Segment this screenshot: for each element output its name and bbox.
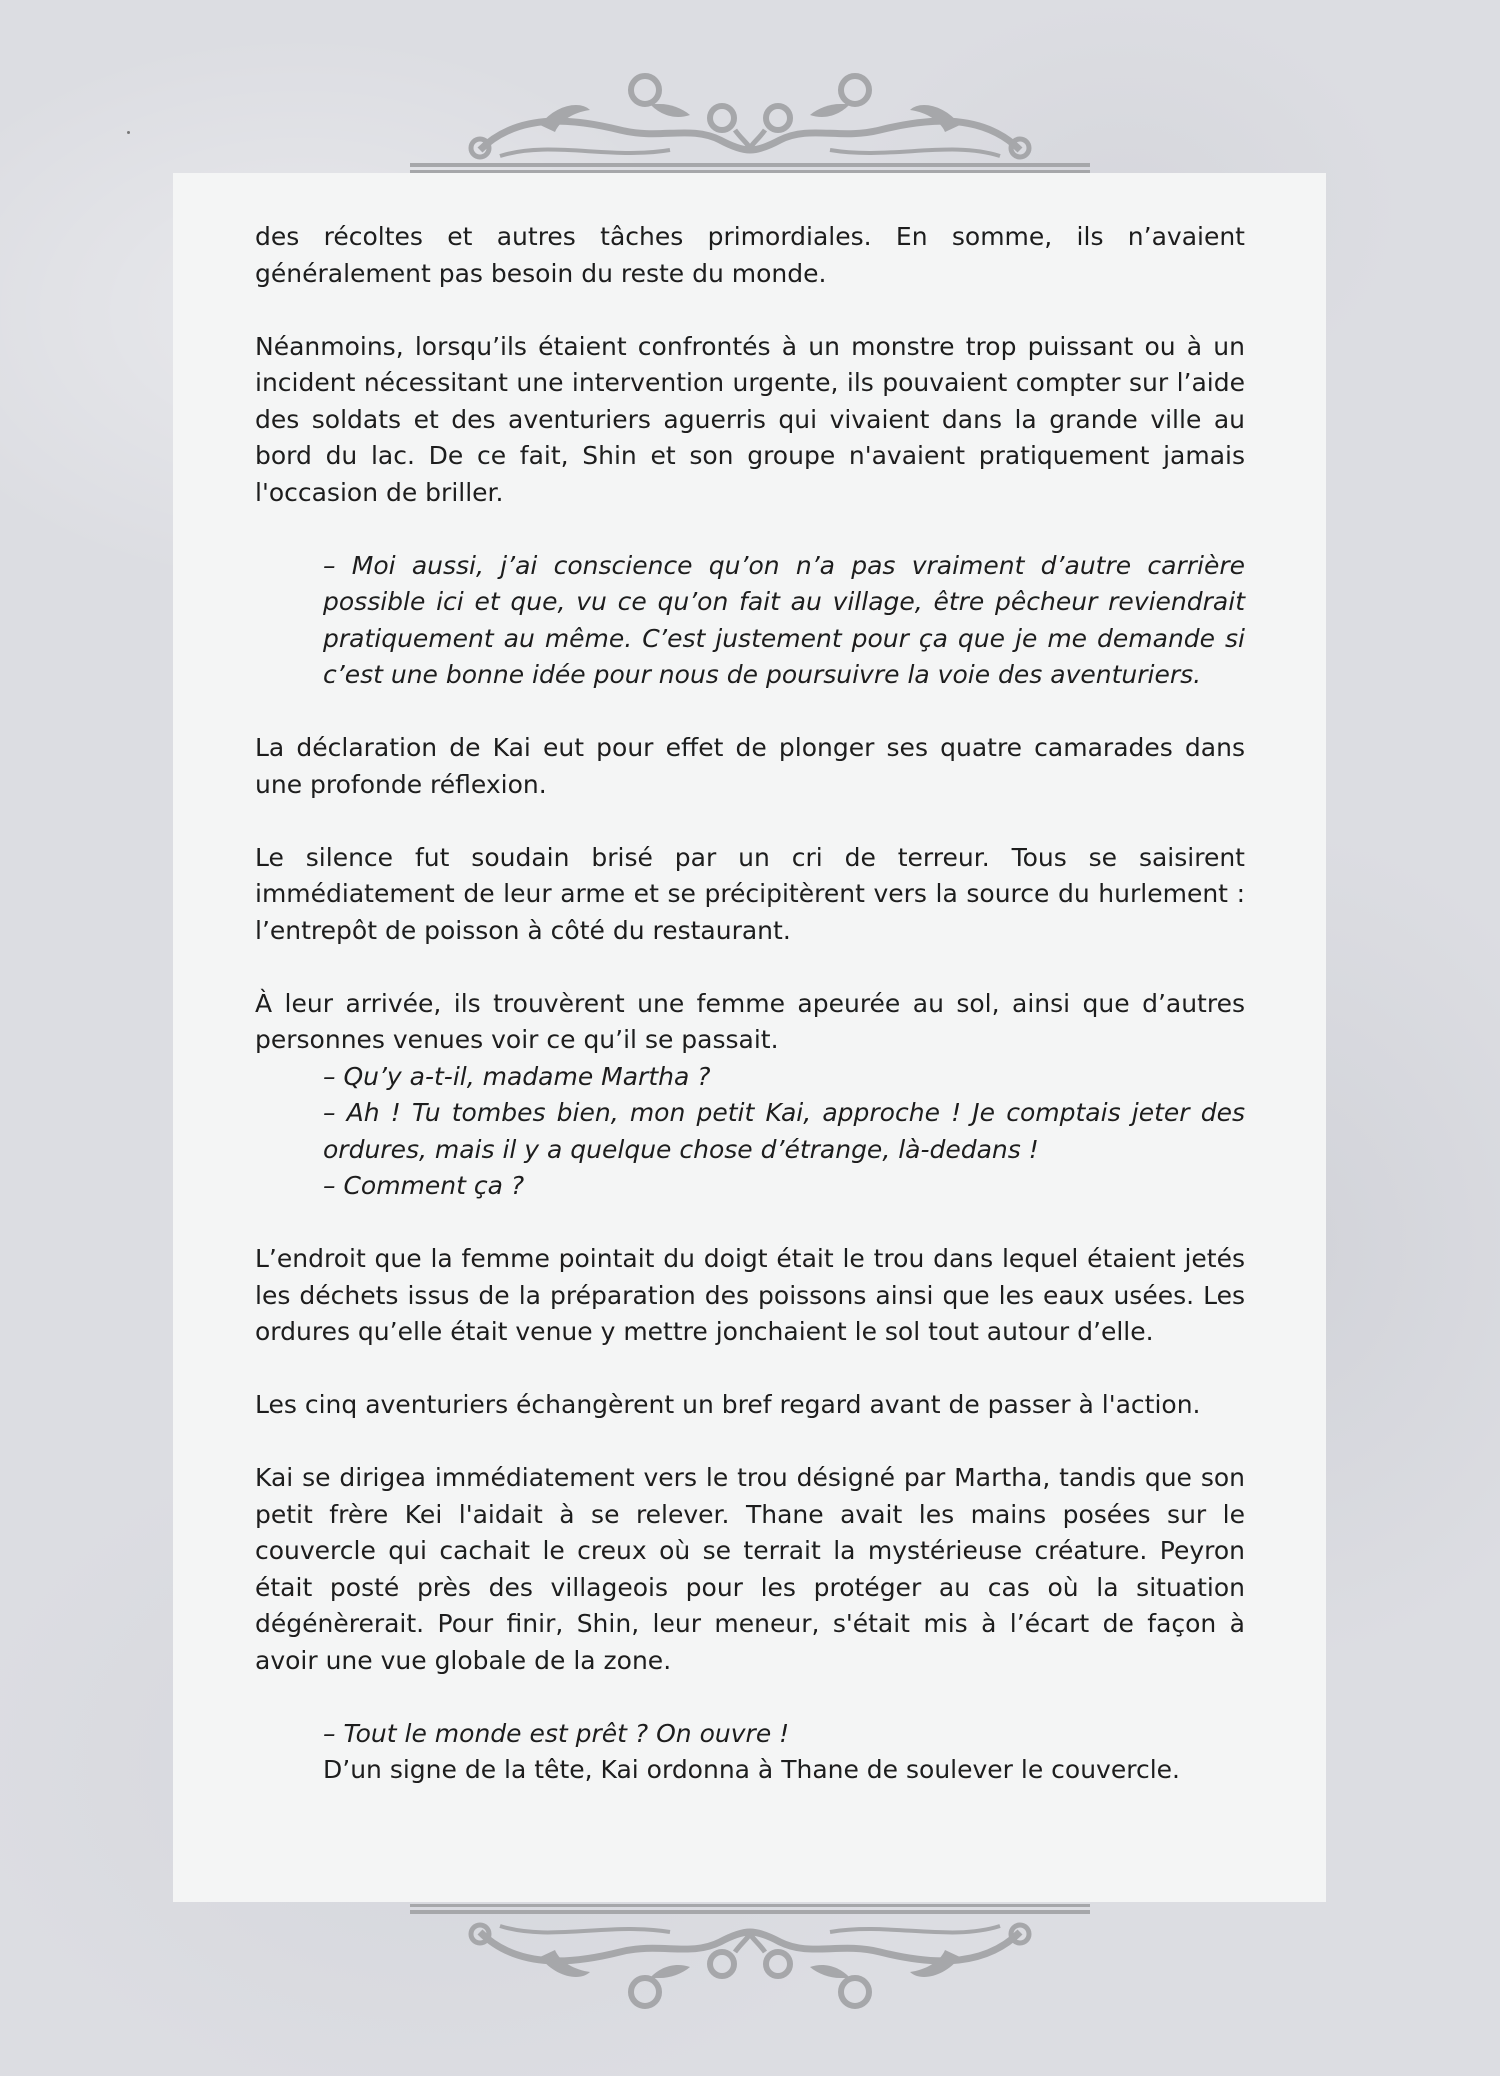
paragraph: Le silence fut soudain brisé par un cri de terreur. Tous se saisirent immédiatement de leur arme et se précipitèrent vers la source du hurlement : l’entrepôt de poisson à côté du restaurant. <box>255 842 1245 945</box>
dialogue-line: – Comment ça ? <box>323 1171 525 1200</box>
paragraph: La déclaration de Kai eut pour effet de plonger ses quatre camarades dans une profonde réflexion. <box>255 733 1245 799</box>
paragraph: Kai se dirigea immédiatement vers le trou désigné par Martha, tandis que son petit frère Kei l'aidait à se relever. Thane avait les mains posées sur le couvercle qui cachait le creux où se terrait la mystérieuse créature. Peyron était posté près des villageois pour les protéger au cas où la situation dégénèrerait. Pour finir, Shin, leur meneur, s'était mis à l’écart de façon à avoir une vue globale de la zone. <box>255 1463 1245 1675</box>
dialogue-line: – Ah ! Tu tombes bien, mon petit Kai, approche ! Je comptais jeter des ordures, mais il y a quelque chose d’étrange, là-dedans ! <box>323 1098 1245 1164</box>
top-rule <box>410 163 1090 167</box>
paragraph: Néanmoins, lorsqu’ils étaient confrontés à un monstre trop puissant ou à un incident nécessitant une intervention urgente, ils pouvaient compter sur l’aide des soldats et des aventuriers aguerris qui vivaient dans la grande ville au bord du lac. De ce fait, Shin et son groupe n'avaient pratiquement jamais l'occasion de briller. <box>255 331 1245 507</box>
paragraph: Les cinq aventuriers échangèrent un bref regard avant de passer à l'action. <box>255 1390 1201 1419</box>
paragraph: D’un signe de la tête, Kai ordonna à Thane de soulever le couvercle. <box>323 1755 1180 1784</box>
bottom-rule-thin <box>410 1904 1090 1907</box>
bottom-flourish-ornament <box>460 1912 1040 2012</box>
paragraph: des récoltes et autres tâches primordiales. En somme, ils n’avaient généralement pas besoin du reste du monde. <box>255 222 1245 288</box>
top-flourish-ornament <box>460 70 1040 170</box>
dialogue-line: – Tout le monde est prêt ? On ouvre ! <box>323 1718 790 1748</box>
paragraph: À leur arrivée, ils trouvèrent une femme apeurée au sol, ainsi que d’autres personnes venues voir ce qu’il se passait. <box>255 988 1245 1054</box>
background-speck <box>127 131 130 134</box>
paragraph: L’endroit que la femme pointait du doigt était le trou dans lequel étaient jetés les déchets issus de la préparation des poissons ainsi que les eaux usées. Les ordures qu’elle était venue y mettre jonchaient le sol tout autour d’elle. <box>255 1244 1245 1346</box>
dialogue-line: – Qu’y a-t-il, madame Martha ? <box>323 1061 711 1091</box>
dialogue-line: – Moi aussi, j’ai conscience qu’on n’a pas vraiment d’autre carrière possible ici et que, vu ce qu’on fait au village, être pêcheur reviendrait pratiquement au même. C’est justement pour ça que je me demande si c’est une bonne idée pour nous de poursuivre la voie des aventuriers. <box>323 550 1245 689</box>
body-text <box>255 219 1245 1789</box>
